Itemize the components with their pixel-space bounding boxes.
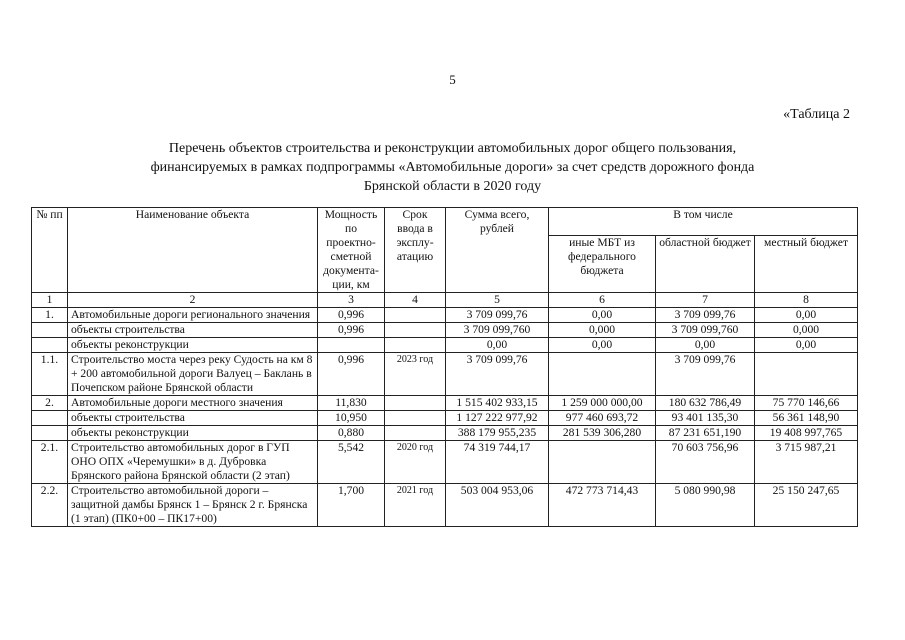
row-local: 0,00	[755, 338, 858, 353]
header-term: Срок ввода в эксплу-атацию	[385, 208, 446, 293]
table-row	[32, 338, 858, 353]
row-mbt	[549, 441, 656, 484]
header-capacity: Мощность по проектно-сметной документа-ции, км	[318, 208, 385, 293]
row-local: 0,00	[755, 308, 858, 323]
row-sum: 388 179 955,235	[446, 426, 549, 441]
row-capacity: 10,950	[318, 411, 385, 426]
row-regional: 0,00	[656, 338, 755, 353]
header-local: местный бюджет	[755, 236, 858, 293]
row-capacity: 0,996	[318, 353, 385, 396]
header-mbt: иные МБТ из федерального бюджета	[549, 236, 656, 293]
row-local: 25 150 247,65	[755, 484, 858, 527]
row-mbt: 281 539 306,280	[549, 426, 656, 441]
row-term: 2021 год	[385, 484, 446, 527]
row-mbt: 472 773 714,43	[549, 484, 656, 527]
row-mbt: 0,00	[549, 308, 656, 323]
row-sum: 3 709 099,76	[446, 353, 549, 396]
row-num: 2.2.	[32, 484, 68, 527]
table-row	[32, 484, 858, 527]
objects-table	[31, 207, 858, 527]
title-line: Перечень объектов строительства и реконструкции автомобильных дорог общего пользования,	[168, 141, 737, 156]
column-number-row	[32, 293, 858, 308]
row-num: 2.1.	[32, 441, 68, 484]
row-num	[32, 426, 68, 441]
row-sum: 0,00	[446, 338, 549, 353]
row-regional: 5 080 990,98	[656, 484, 755, 527]
row-term: 2020 год	[385, 441, 446, 484]
row-num: 2.	[32, 396, 68, 411]
column-number: 3	[318, 293, 385, 308]
row-term	[385, 411, 446, 426]
column-number: 6	[549, 293, 656, 308]
header-row	[32, 208, 858, 236]
row-sum: 503 004 953,06	[446, 484, 549, 527]
column-number: 1	[32, 293, 68, 308]
table-label: «Таблица 2	[783, 107, 850, 122]
row-regional: 87 231 651,190	[656, 426, 755, 441]
row-name: Автомобильные дороги местного значения	[68, 396, 318, 411]
row-sum: 3 709 099,760	[446, 323, 549, 338]
title-line: Брянской области в 2020 году	[363, 179, 542, 194]
row-capacity: 0,996	[318, 308, 385, 323]
column-number: 7	[656, 293, 755, 308]
row-name: Строительство моста через реку Судость на км 8 + 200 автомобильной дороги Валуец – Баклань в Почепском районе Брянской области	[68, 353, 318, 396]
row-capacity: 5,542	[318, 441, 385, 484]
row-num	[32, 323, 68, 338]
row-mbt	[549, 353, 656, 396]
table-row	[32, 323, 858, 338]
column-number: 8	[755, 293, 858, 308]
row-name: объекты строительства	[68, 411, 318, 426]
header-regional: областной бюджет	[656, 236, 755, 293]
row-name: объекты реконструкции	[68, 426, 318, 441]
document-title	[0, 139, 905, 196]
row-num	[32, 338, 68, 353]
row-local: 75 770 146,66	[755, 396, 858, 411]
table-row	[32, 426, 858, 441]
row-term	[385, 308, 446, 323]
table-row	[32, 353, 858, 396]
row-mbt: 0,00	[549, 338, 656, 353]
row-capacity: 0,880	[318, 426, 385, 441]
row-term: 2023 год	[385, 353, 446, 396]
column-number: 5	[446, 293, 549, 308]
row-sum: 3 709 099,76	[446, 308, 549, 323]
row-capacity: 11,830	[318, 396, 385, 411]
row-num	[32, 411, 68, 426]
row-sum: 1 127 222 977,92	[446, 411, 549, 426]
row-name: Строительство автомобильной дороги – защитной дамбы Брянск 1 – Брянск 2 г. Брянска (1 этап) (ПК0+00 – ПК17+00)	[68, 484, 318, 527]
row-local: 0,000	[755, 323, 858, 338]
row-num: 1.1.	[32, 353, 68, 396]
page-number: 5	[449, 72, 456, 87]
table-row	[32, 441, 858, 484]
row-regional: 3 709 099,760	[656, 323, 755, 338]
table-row	[32, 308, 858, 323]
table-row	[32, 396, 858, 411]
row-regional: 93 401 135,30	[656, 411, 755, 426]
row-mbt: 0,000	[549, 323, 656, 338]
table-row	[32, 411, 858, 426]
row-term	[385, 323, 446, 338]
row-regional: 180 632 786,49	[656, 396, 755, 411]
row-sum: 74 319 744,17	[446, 441, 549, 484]
row-local	[755, 353, 858, 396]
row-name: объекты реконструкции	[68, 338, 318, 353]
row-capacity: 0,996	[318, 323, 385, 338]
header-including: В том числе	[549, 208, 858, 236]
row-local: 19 408 997,765	[755, 426, 858, 441]
title-line: финансируемых в рамках подпрограммы «Автомобильные дороги» за счет средств дорожного фонда	[150, 160, 755, 175]
row-term	[385, 338, 446, 353]
row-regional: 70 603 756,96	[656, 441, 755, 484]
column-number: 2	[68, 293, 318, 308]
header-sum: Сумма всего, рублей	[446, 208, 549, 293]
column-number: 4	[385, 293, 446, 308]
row-regional: 3 709 099,76	[656, 308, 755, 323]
row-local: 3 715 987,21	[755, 441, 858, 484]
row-name: Автомобильные дороги регионального значения	[68, 308, 318, 323]
row-term	[385, 396, 446, 411]
row-capacity	[318, 338, 385, 353]
row-term	[385, 426, 446, 441]
row-regional: 3 709 099,76	[656, 353, 755, 396]
header-name: Наименование объекта	[68, 208, 318, 293]
row-sum: 1 515 402 933,15	[446, 396, 549, 411]
row-name: Строительство автомобильных дорог в ГУП ОНО ОПХ «Черемушки» в д. Дубровка Брянского района Брянской области (2 этап)	[68, 441, 318, 484]
header-num: № пп	[32, 208, 68, 293]
row-mbt: 977 460 693,72	[549, 411, 656, 426]
row-local: 56 361 148,90	[755, 411, 858, 426]
row-num: 1.	[32, 308, 68, 323]
row-capacity: 1,700	[318, 484, 385, 527]
row-name: объекты строительства	[68, 323, 318, 338]
row-mbt: 1 259 000 000,00	[549, 396, 656, 411]
